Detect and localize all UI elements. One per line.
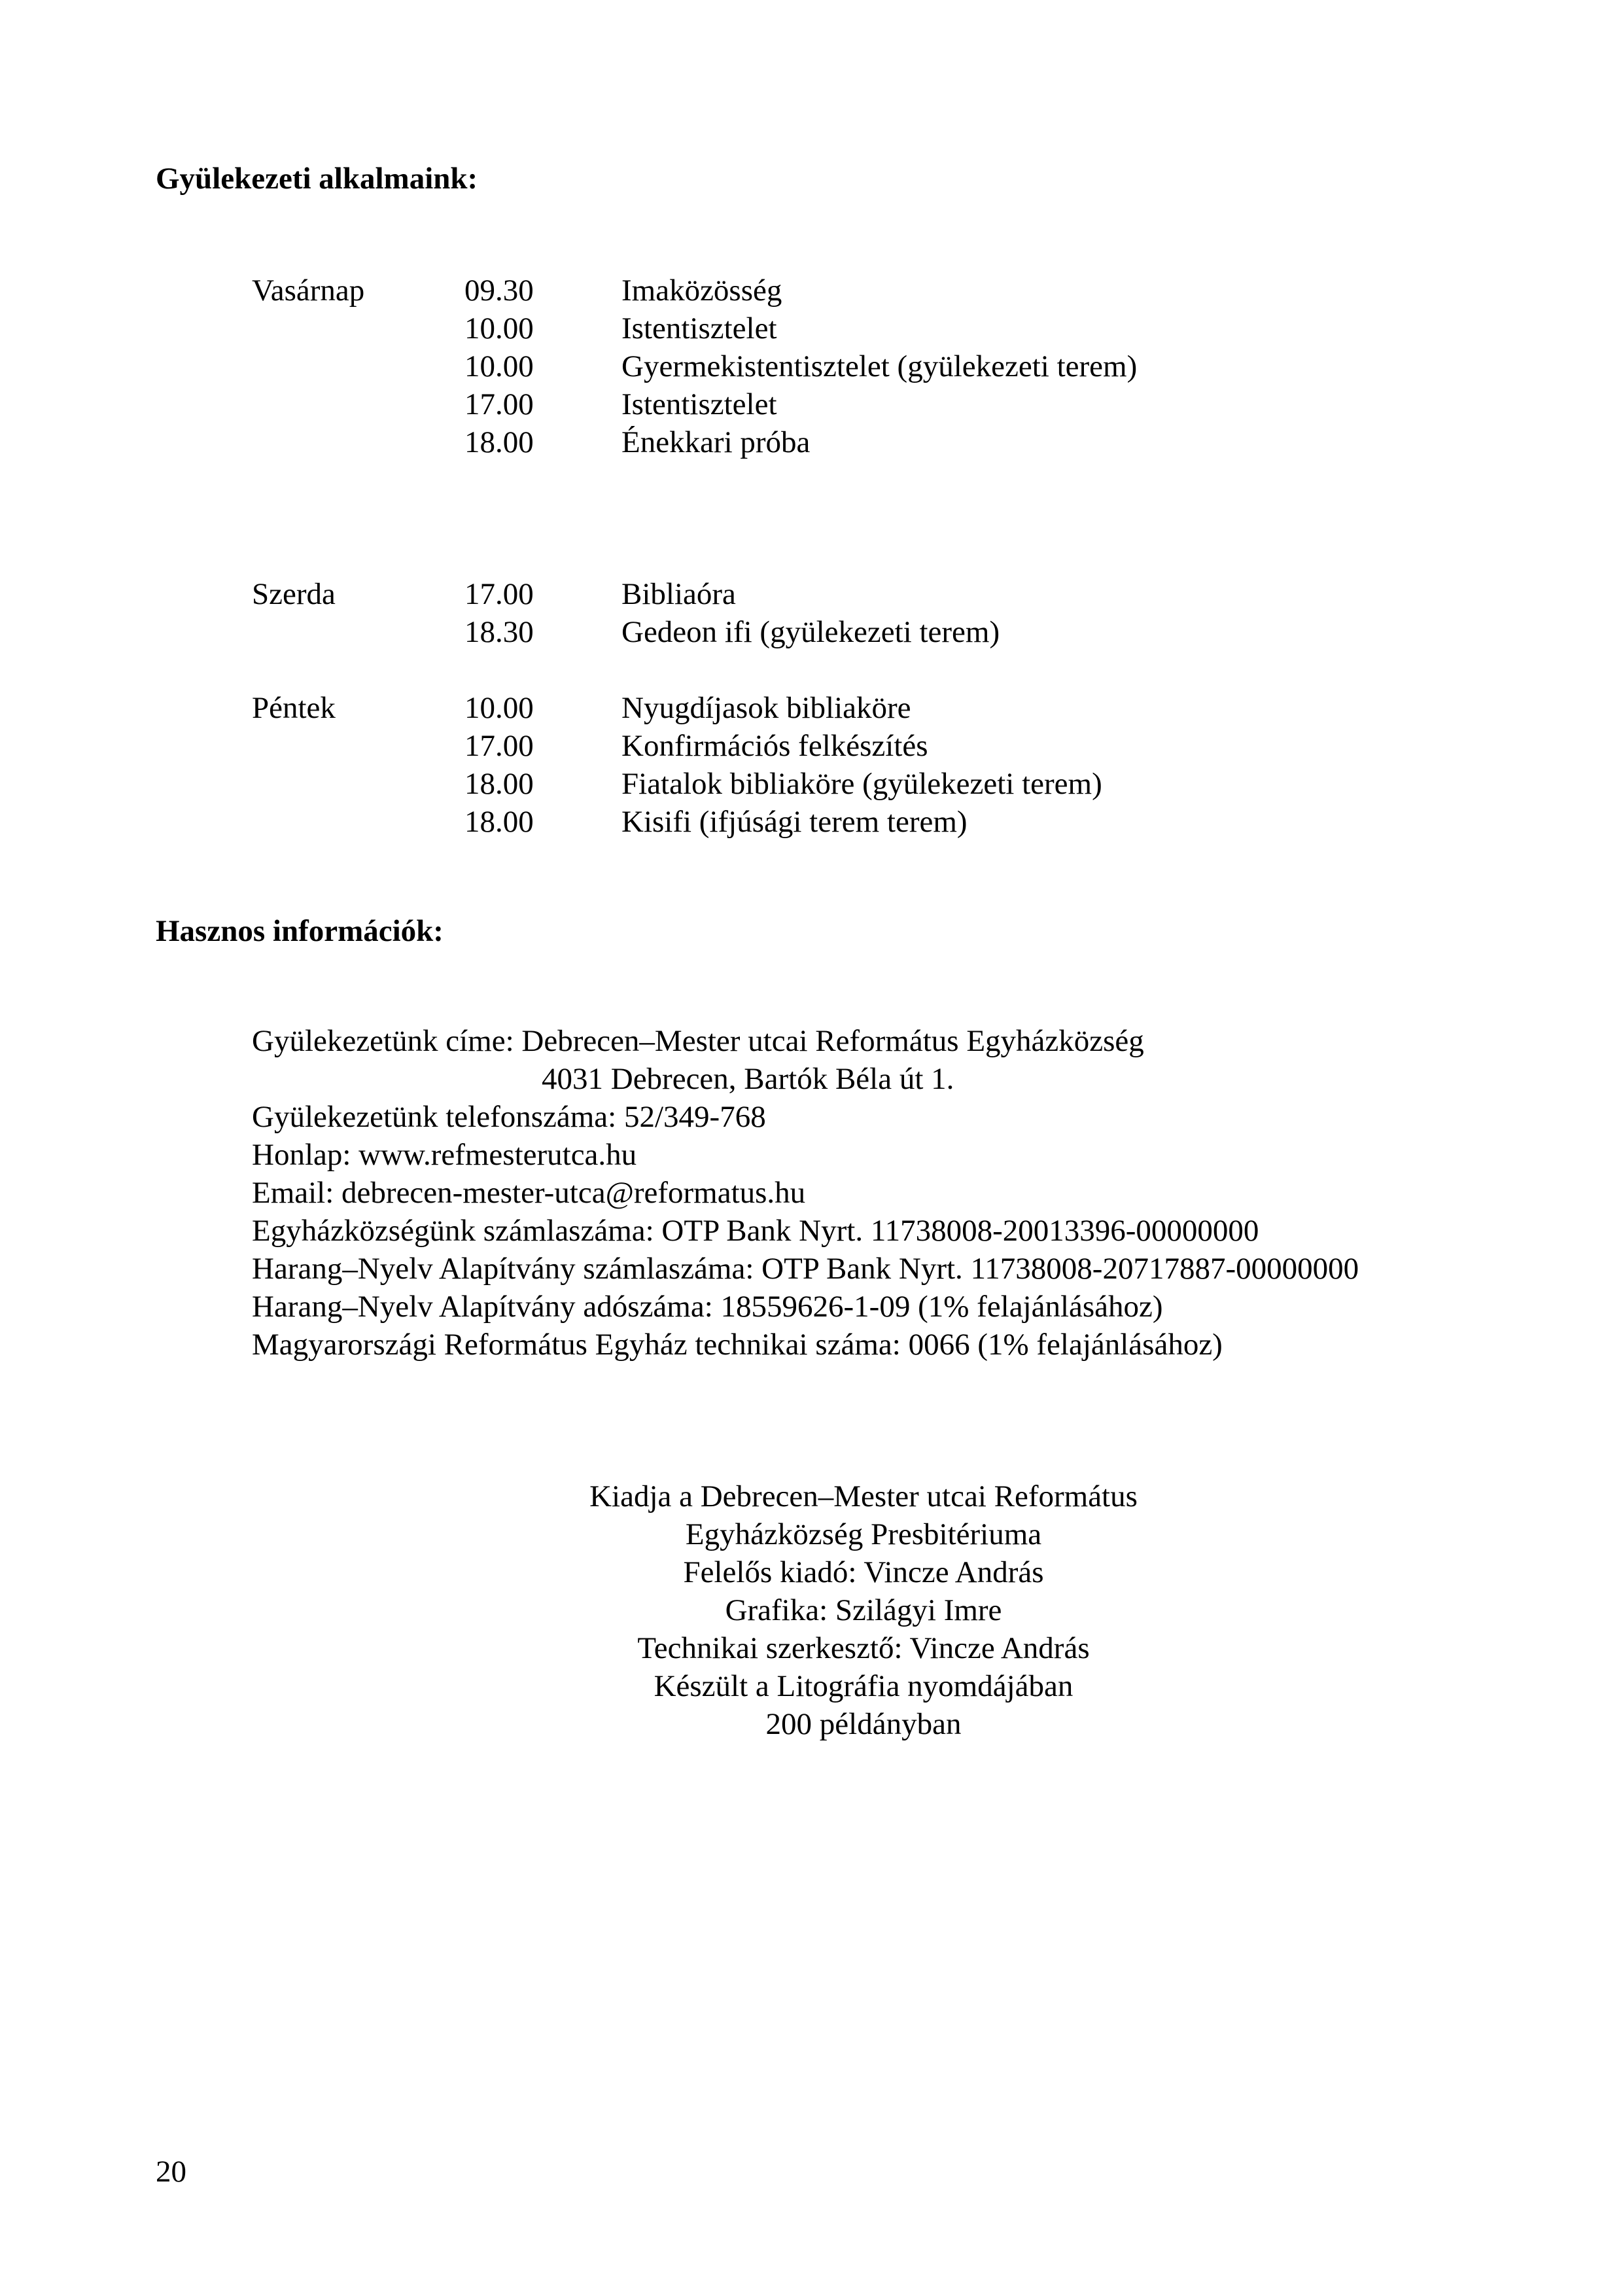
event-time: 18.00 — [464, 425, 534, 459]
event-name: Énekkari próba — [621, 425, 811, 459]
address-line-2: 4031 Debrecen, Bartók Béla út 1. — [542, 1062, 954, 1096]
schedule-row — [252, 309, 1364, 347]
event-name: Gedeon ifi (gyülekezeti terem) — [621, 615, 1000, 649]
event-name: Konfirmációs felkészítés — [621, 729, 928, 763]
page-number: 20 — [156, 2155, 186, 2189]
info-block — [252, 1022, 1359, 1364]
event-name: Kisifi (ifjúsági terem terem) — [621, 805, 968, 839]
schedule-row — [252, 272, 1364, 309]
schedule-row — [252, 765, 1364, 803]
event-time: 17.00 — [464, 577, 534, 611]
day-group-sunday — [252, 272, 1364, 461]
day-label: Szerda — [252, 577, 336, 611]
colophon-line: 200 példányban — [765, 1707, 962, 1741]
schedule-heading: Gyülekezeti alkalmaink: — [156, 162, 478, 196]
event-name: Fiatalok bibliaköre (gyülekezeti terem) — [621, 767, 1102, 801]
event-time: 18.30 — [464, 615, 534, 649]
day-group-friday — [252, 689, 1364, 841]
event-name: Istentisztelet — [621, 311, 777, 345]
schedule-row — [252, 423, 1364, 461]
colophon-line: Technikai szerkesztő: Vincze András — [637, 1631, 1090, 1665]
schedule-row — [252, 575, 1364, 613]
church-account-line: Egyházközségünk számlaszáma: OTP Bank Nyrt. 11738008-20013396-00000000 — [252, 1214, 1259, 1248]
event-time: 18.00 — [464, 767, 534, 801]
event-time: 10.00 — [464, 349, 534, 383]
colophon-line: Felelős kiadó: Vincze András — [683, 1555, 1044, 1589]
website-line: Honlap: www.refmesterutca.hu — [252, 1138, 637, 1172]
colophon-line: Grafika: Szilágyi Imre — [725, 1593, 1002, 1627]
colophon — [0, 1477, 1623, 1743]
schedule-row — [252, 347, 1364, 385]
day-label: Vasárnap — [252, 274, 365, 308]
event-time: 17.00 — [464, 387, 534, 421]
event-time: 10.00 — [464, 691, 534, 725]
colophon-line: Kiadja a Debrecen–Mester utcai Református — [589, 1479, 1138, 1513]
schedule-row — [252, 689, 1364, 727]
event-name: Gyermekistentisztelet (gyülekezeti terem) — [621, 349, 1138, 383]
info-heading: Hasznos információk: — [156, 914, 444, 948]
day-label: Péntek — [252, 691, 336, 725]
event-time: 17.00 — [464, 729, 534, 763]
event-time: 09.30 — [464, 274, 534, 308]
schedule-row — [252, 727, 1364, 765]
event-name: Bibliaóra — [621, 577, 736, 611]
phone-line: Gyülekezetünk telefonszáma: 52/349-768 — [252, 1100, 766, 1134]
colophon-line: Egyházközség Presbitériuma — [685, 1517, 1042, 1551]
event-name: Istentisztelet — [621, 387, 777, 421]
schedule-row — [252, 803, 1364, 841]
schedule-row — [252, 385, 1364, 423]
day-group-wednesday — [252, 575, 1364, 651]
email-line: Email: debrecen-mester-utca@reformatus.hu — [252, 1176, 806, 1210]
schedule-table — [252, 272, 1364, 841]
foundation-account-line: Harang–Nyelv Alapítvány számlaszáma: OTP Bank Nyrt. 11738008-20717887-00000000 — [252, 1252, 1359, 1286]
colophon-line: Készült a Litográfia nyomdájában — [654, 1669, 1073, 1703]
event-time: 10.00 — [464, 311, 534, 345]
address-line: Gyülekezetünk címe: Debrecen–Mester utcai Református Egyházközség — [252, 1024, 1144, 1058]
event-name: Imaközösség — [621, 274, 782, 308]
event-name: Nyugdíjasok bibliaköre — [621, 691, 911, 725]
event-time: 18.00 — [464, 805, 534, 839]
foundation-tax-line: Harang–Nyelv Alapítvány adószáma: 18559626-1-09 (1% felajánlásához) — [252, 1290, 1163, 1324]
schedule-row — [252, 613, 1364, 651]
church-tax-line: Magyarországi Református Egyház technikai száma: 0066 (1% felajánlásához) — [252, 1328, 1223, 1362]
